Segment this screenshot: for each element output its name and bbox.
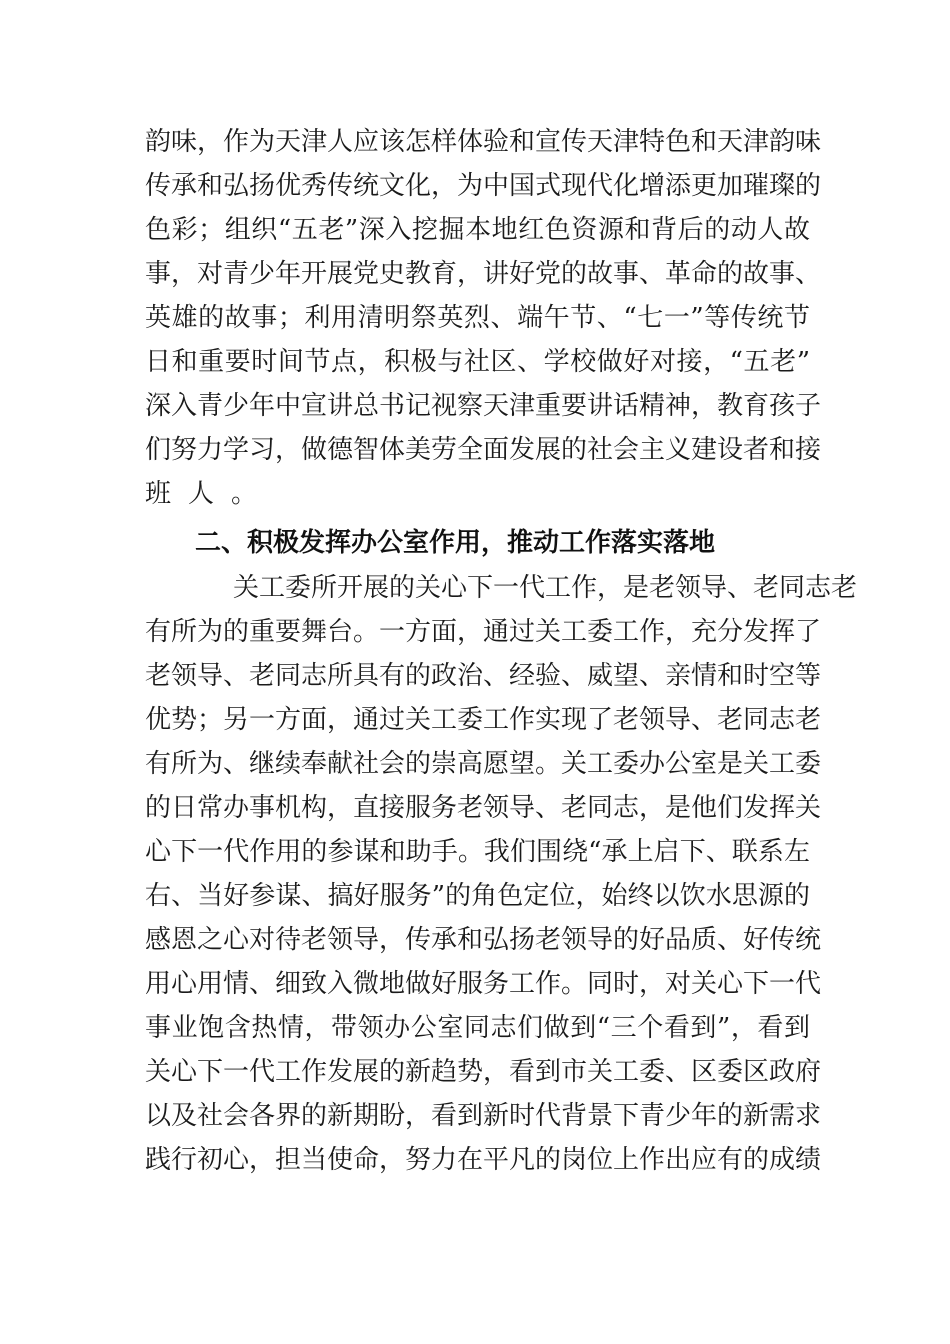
paragraph-2-line: 的日常办事机构，直接服务老领导、老同志，是他们发挥关 (145, 793, 822, 823)
paragraph-2-line: 用心用情、细致入微地做好服务工作。同时，对关心下一代 (145, 969, 822, 999)
paragraph-1-line: 们努力学习，做德智体美劳全面发展的社会主义建设者和接 (145, 435, 822, 465)
paragraph-2-line: 心下一代作用的参谋和助手。我们围绕“承上启下、联系左 (145, 837, 810, 867)
section-heading: 二、积极发挥办公室作用，推动工作落实落地 (195, 528, 716, 558)
paragraph-2-line: 感恩之心对待老领导，传承和弘扬老领导的好品质、好传统 (145, 925, 822, 955)
paragraph-2-line: 有所为的重要舞台。一方面，通过关工委工作，充分发挥了 (145, 617, 822, 647)
paragraph-2-line: 优势；另一方面，通过关工委工作实现了老领导、老同志老 (145, 705, 822, 735)
paragraph-2-line: 以及社会各界的新期盼，看到新时代背景下青少年的新需求 (145, 1101, 822, 1131)
paragraph-2-line: 关心下一代工作发展的新趋势，看到市关工委、区委区政府 (145, 1057, 822, 1087)
paragraph-1-line: 班人。 (145, 479, 275, 509)
paragraph-1-line: 传承和弘扬优秀传统文化，为中国式现代化增添更加璀璨的 (145, 171, 822, 201)
paragraph-2-line: 事业饱含热情，带领办公室同志们做到“三个看到”，看到 (145, 1013, 810, 1043)
paragraph-1-line: 英雄的故事；利用清明祭英烈、端午节、“七一”等传统节 (145, 303, 810, 333)
paragraph-2-line: 有所为、继续奉献社会的崇高愿望。关工委办公室是关工委 (145, 749, 822, 779)
paragraph-2-line: 右、当好参谋、搞好服务”的角色定位，始终以饮水思源的 (145, 881, 810, 911)
paragraph-1-line: 事，对青少年开展党史教育，讲好党的故事、革命的故事、 (145, 259, 822, 289)
paragraph-2-line: 践行初心，担当使命，努力在平凡的岗位上作出应有的成绩 (145, 1145, 822, 1175)
paragraph-1-line: 深入青少年中宣讲总书记视察天津重要讲话精神，教育孩子 (145, 391, 822, 421)
paragraph-1-line: 日和重要时间节点，积极与社区、学校做好对接，“五老” (145, 347, 810, 377)
paragraph-2-line: 关工委所开展的关心下一代工作，是老领导、老同志老 (233, 573, 858, 603)
paragraph-1-line: 韵味，作为天津人应该怎样体验和宣传天津特色和天津韵味 (145, 127, 822, 157)
paragraph-2-line: 老领导、老同志所具有的政治、经验、威望、亲情和时空等 (145, 661, 822, 691)
paragraph-1-line: 色彩；组织“五老”深入挖掘本地红色资源和背后的动人故 (145, 215, 810, 245)
